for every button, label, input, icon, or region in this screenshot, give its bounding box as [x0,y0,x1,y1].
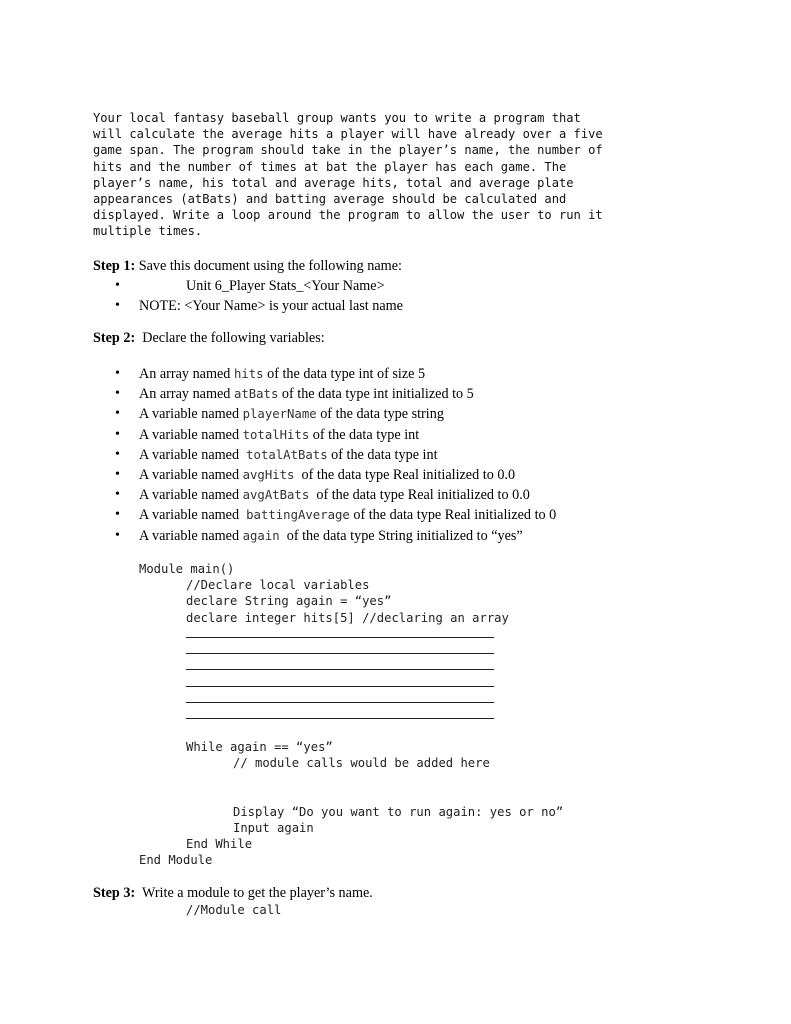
bullet-text: A variable named [139,527,243,544]
bullet-text: An array named [139,366,234,382]
list-item [93,445,556,465]
bullet-text: of the data type Real initialized to 0 [349,507,557,524]
code-line: Module main() [139,562,235,576]
variable-name: hits [233,367,264,381]
intro-paragraph [93,110,733,240]
bullet-text: of the data type int [309,426,420,443]
code-line: Display “Do you want to run again: yes or no” [233,804,564,819]
bullet-text: A variable named [139,487,243,504]
list-item [93,465,556,485]
bullet-text: of the data type string [316,406,444,423]
pseudocode-block [139,561,563,869]
variable-name: again [242,528,280,543]
bullet-text: of the data type int of size 5 [263,366,426,382]
variable-name: totalAtBats [246,447,328,462]
list-item [93,404,556,424]
step3-text: Write a module to get the player’s name. [135,885,373,901]
step2-label: Step 2: [93,330,136,346]
code-line: declare String again = “yes” [186,594,392,609]
intro-line: hits and the number of times at bat the player has each game. The [93,159,567,174]
bullet-text: A variable named [139,426,243,443]
variable-name: totalHits [242,427,310,442]
list-item [93,425,556,445]
step2-bullet-list [93,364,556,546]
bullet-text: An array named [139,386,234,403]
variable-name: avgHits [242,468,295,483]
variable-name: battingAverage [246,508,350,523]
fill-in-line [139,674,563,690]
step1-text: Save this document using the following name: [135,258,402,274]
list-item [93,485,556,505]
fill-in-line [139,658,563,674]
list-item [93,296,403,316]
blank-code-line [139,788,563,804]
intro-line: game span. The program should take in the player’s name, the number of [93,143,603,158]
intro-line: player’s name, his total and average hits, total and average plate [93,175,574,190]
fill-in-line [139,626,563,642]
list-item [93,505,556,525]
variable-name: atBats [233,387,279,402]
intro-line: displayed. Write a loop around the program to allow the user to run it [93,208,603,223]
fill-in-line [139,707,563,723]
intro-line: appearances (atBats) and batting average should be calculated and [93,192,567,207]
code-line: End Module [139,853,213,868]
bullet-text: of the data type Real initialized to 0.0 [309,487,530,504]
bullet-text: A variable named [139,406,243,423]
step1-heading [93,257,402,276]
variable-name: playerName [242,407,317,422]
bullet-text: Unit 6_Player Stats_<Your Name> [186,278,385,294]
bullet-text: A variable named [139,446,247,463]
code-line: //Declare local variables [186,578,370,593]
code-line: //Module call [186,903,282,917]
code-line: End While [186,837,253,852]
bullet-text: A variable named [139,467,243,484]
intro-line: Your local fantasy baseball group wants you to write a program that [93,111,581,125]
intro-line: multiple times. [93,224,203,239]
fill-in-line [139,691,563,707]
code-line: declare integer hits[5] //declaring an array [186,610,509,625]
list-item [93,276,403,296]
step2-text: Declare the following variables: [135,330,325,346]
code-line: // module calls would be added here [233,756,490,771]
bullet-text: of the data type Real initialized to 0.0 [294,467,516,484]
fill-in-line [139,642,563,658]
step3-label: Step 3: [93,885,136,901]
blank-code-line [139,723,563,739]
bullet-text: NOTE: <Your Name> is your actual last name [139,298,403,315]
code-line: While again == “yes” [186,740,333,755]
code-line: Input again [233,821,314,835]
step1-bullet-list [93,276,403,316]
list-item [93,364,556,384]
step3-heading [93,884,373,903]
blank-code-line [139,771,563,787]
list-item [93,526,556,546]
variable-name: avgAtBats [242,488,310,503]
intro-line: will calculate the average hits a player will have already over a five [93,127,603,142]
step1-label: Step 1: [93,258,136,274]
list-item [93,384,556,404]
bullet-text: of the data type String initialized to “yes” [279,527,523,544]
step2-heading [93,329,325,348]
bullet-text: A variable named [139,507,247,524]
bullet-text: of the data type int initialized to 5 [278,386,474,403]
bullet-text: of the data type int [327,446,438,463]
